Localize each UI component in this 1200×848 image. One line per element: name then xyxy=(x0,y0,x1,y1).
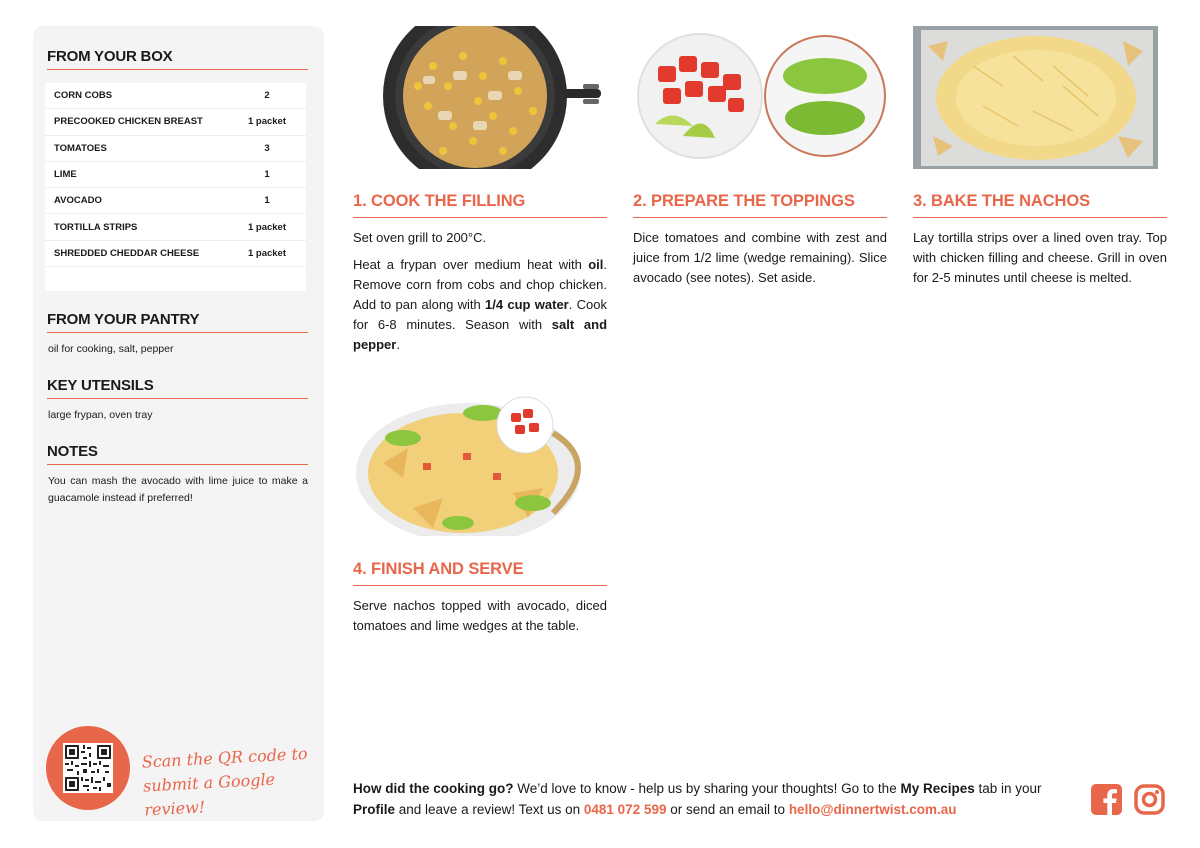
ingredient-name: TORTILLA STRIPS xyxy=(54,221,138,233)
ingredient-name: SHREDDED CHEDDAR CHEESE xyxy=(54,247,200,259)
step-4-body xyxy=(353,596,607,643)
instagram-icon[interactable] xyxy=(1134,784,1165,815)
step-3-p1: Lay tortilla strips over a lined oven tray. Top with chicken filling and cheese. Grill in oven for 2-5 minutes until cheese is melted. xyxy=(913,230,1167,285)
from-your-box-heading: FROM YOUR BOX xyxy=(47,48,308,70)
qr-line-2: submit a Google review! xyxy=(142,769,276,820)
ingredient-name: AVOCADO xyxy=(54,195,102,207)
step-1-title: 1. COOK THE FILLING xyxy=(353,192,607,218)
pantry-text: oil for cooking, salt, pepper xyxy=(48,343,174,355)
qr-code-icon[interactable] xyxy=(63,743,113,793)
ingredient-qty: 2 xyxy=(264,90,270,102)
step-1-p2: Heat a frypan over medium heat with oil. Remove corn from cobs and chop chicken. Add to pan along with 1/4 cup water. Cook for 6-8 minutes. Season with salt and pepper. xyxy=(353,257,608,352)
phone-link[interactable]: 0481 072 599 xyxy=(583,802,667,817)
ingredient-qty: 1 xyxy=(264,195,270,207)
step-1-p1: Set oven grill to 200°C. xyxy=(353,230,487,245)
sidebar xyxy=(33,26,324,821)
ingredient-name: CORN COBS xyxy=(54,90,113,102)
ingredient-row xyxy=(45,162,306,188)
ingredient-row xyxy=(45,83,306,109)
profile-link[interactable]: Profile xyxy=(353,802,396,817)
notes-text: You can mash the avocado with lime juice to make a guacamole instead if preferred! xyxy=(48,475,308,504)
step-4-p1: Serve nachos topped with avocado, diced tomatoes and lime wedges at the table. xyxy=(353,598,607,633)
review-footer: How did the cooking go? We’d love to know - help us by sharing your thoughts! Go to the My Recipes tab in your Profile and leave a review! Text us on 0481 072 599 or send an email to hello@dinnertwist.com.au xyxy=(353,781,1042,817)
notes-heading: NOTES xyxy=(47,443,308,465)
cook-filling-photo xyxy=(353,26,607,169)
step-2-title: 2. PREPARE THE TOPPINGS xyxy=(633,192,887,218)
step-3-title: 3. BAKE THE NACHOS xyxy=(913,192,1167,218)
facebook-icon[interactable] xyxy=(1091,784,1122,815)
toppings-photo xyxy=(633,26,887,169)
ingredient-qty: 3 xyxy=(264,142,270,154)
qr-review-text xyxy=(141,741,320,822)
ingredients-table xyxy=(45,83,306,291)
from-your-pantry-heading: FROM YOUR PANTRY xyxy=(47,311,308,333)
ingredient-name: LIME xyxy=(54,169,77,181)
utensils-text: large frypan, oven tray xyxy=(48,409,153,421)
ingredient-name: TOMATOES xyxy=(54,142,107,154)
qr-line-1: Scan the QR code to xyxy=(141,743,308,772)
key-utensils-heading: KEY UTENSILS xyxy=(47,377,308,399)
ingredient-qty: 1 packet xyxy=(247,247,287,259)
ingredient-qty: 1 packet xyxy=(247,221,287,233)
ingredient-row xyxy=(45,109,306,135)
ingredient-qty: 1 packet xyxy=(247,116,287,128)
bake-nachos-photo xyxy=(913,26,1158,169)
step-2-body xyxy=(633,228,887,295)
ingredient-row xyxy=(45,136,306,162)
step-4-title: 4. FINISH AND SERVE xyxy=(353,560,607,586)
ingredient-row xyxy=(45,214,306,240)
finish-serve-photo xyxy=(353,393,598,536)
ingredient-qty: 1 xyxy=(264,169,270,181)
my-recipes-link[interactable]: My Recipes xyxy=(900,781,975,796)
ingredient-name: PRECOOKED CHICKEN BREAST xyxy=(54,116,203,128)
ingredient-row xyxy=(45,188,306,214)
ingredient-row xyxy=(45,241,306,267)
footer-question: How did the cooking go? xyxy=(353,781,514,796)
step-2-p1: Dice tomatoes and combine with zest and juice from 1/2 lime (wedge remaining). Slice avocado (see notes). Set aside. xyxy=(633,230,887,285)
qr-badge xyxy=(46,726,130,810)
step-1-body xyxy=(353,228,607,362)
step-3-body xyxy=(913,228,1167,295)
email-link[interactable]: hello@dinnertwist.com.au xyxy=(788,802,957,817)
